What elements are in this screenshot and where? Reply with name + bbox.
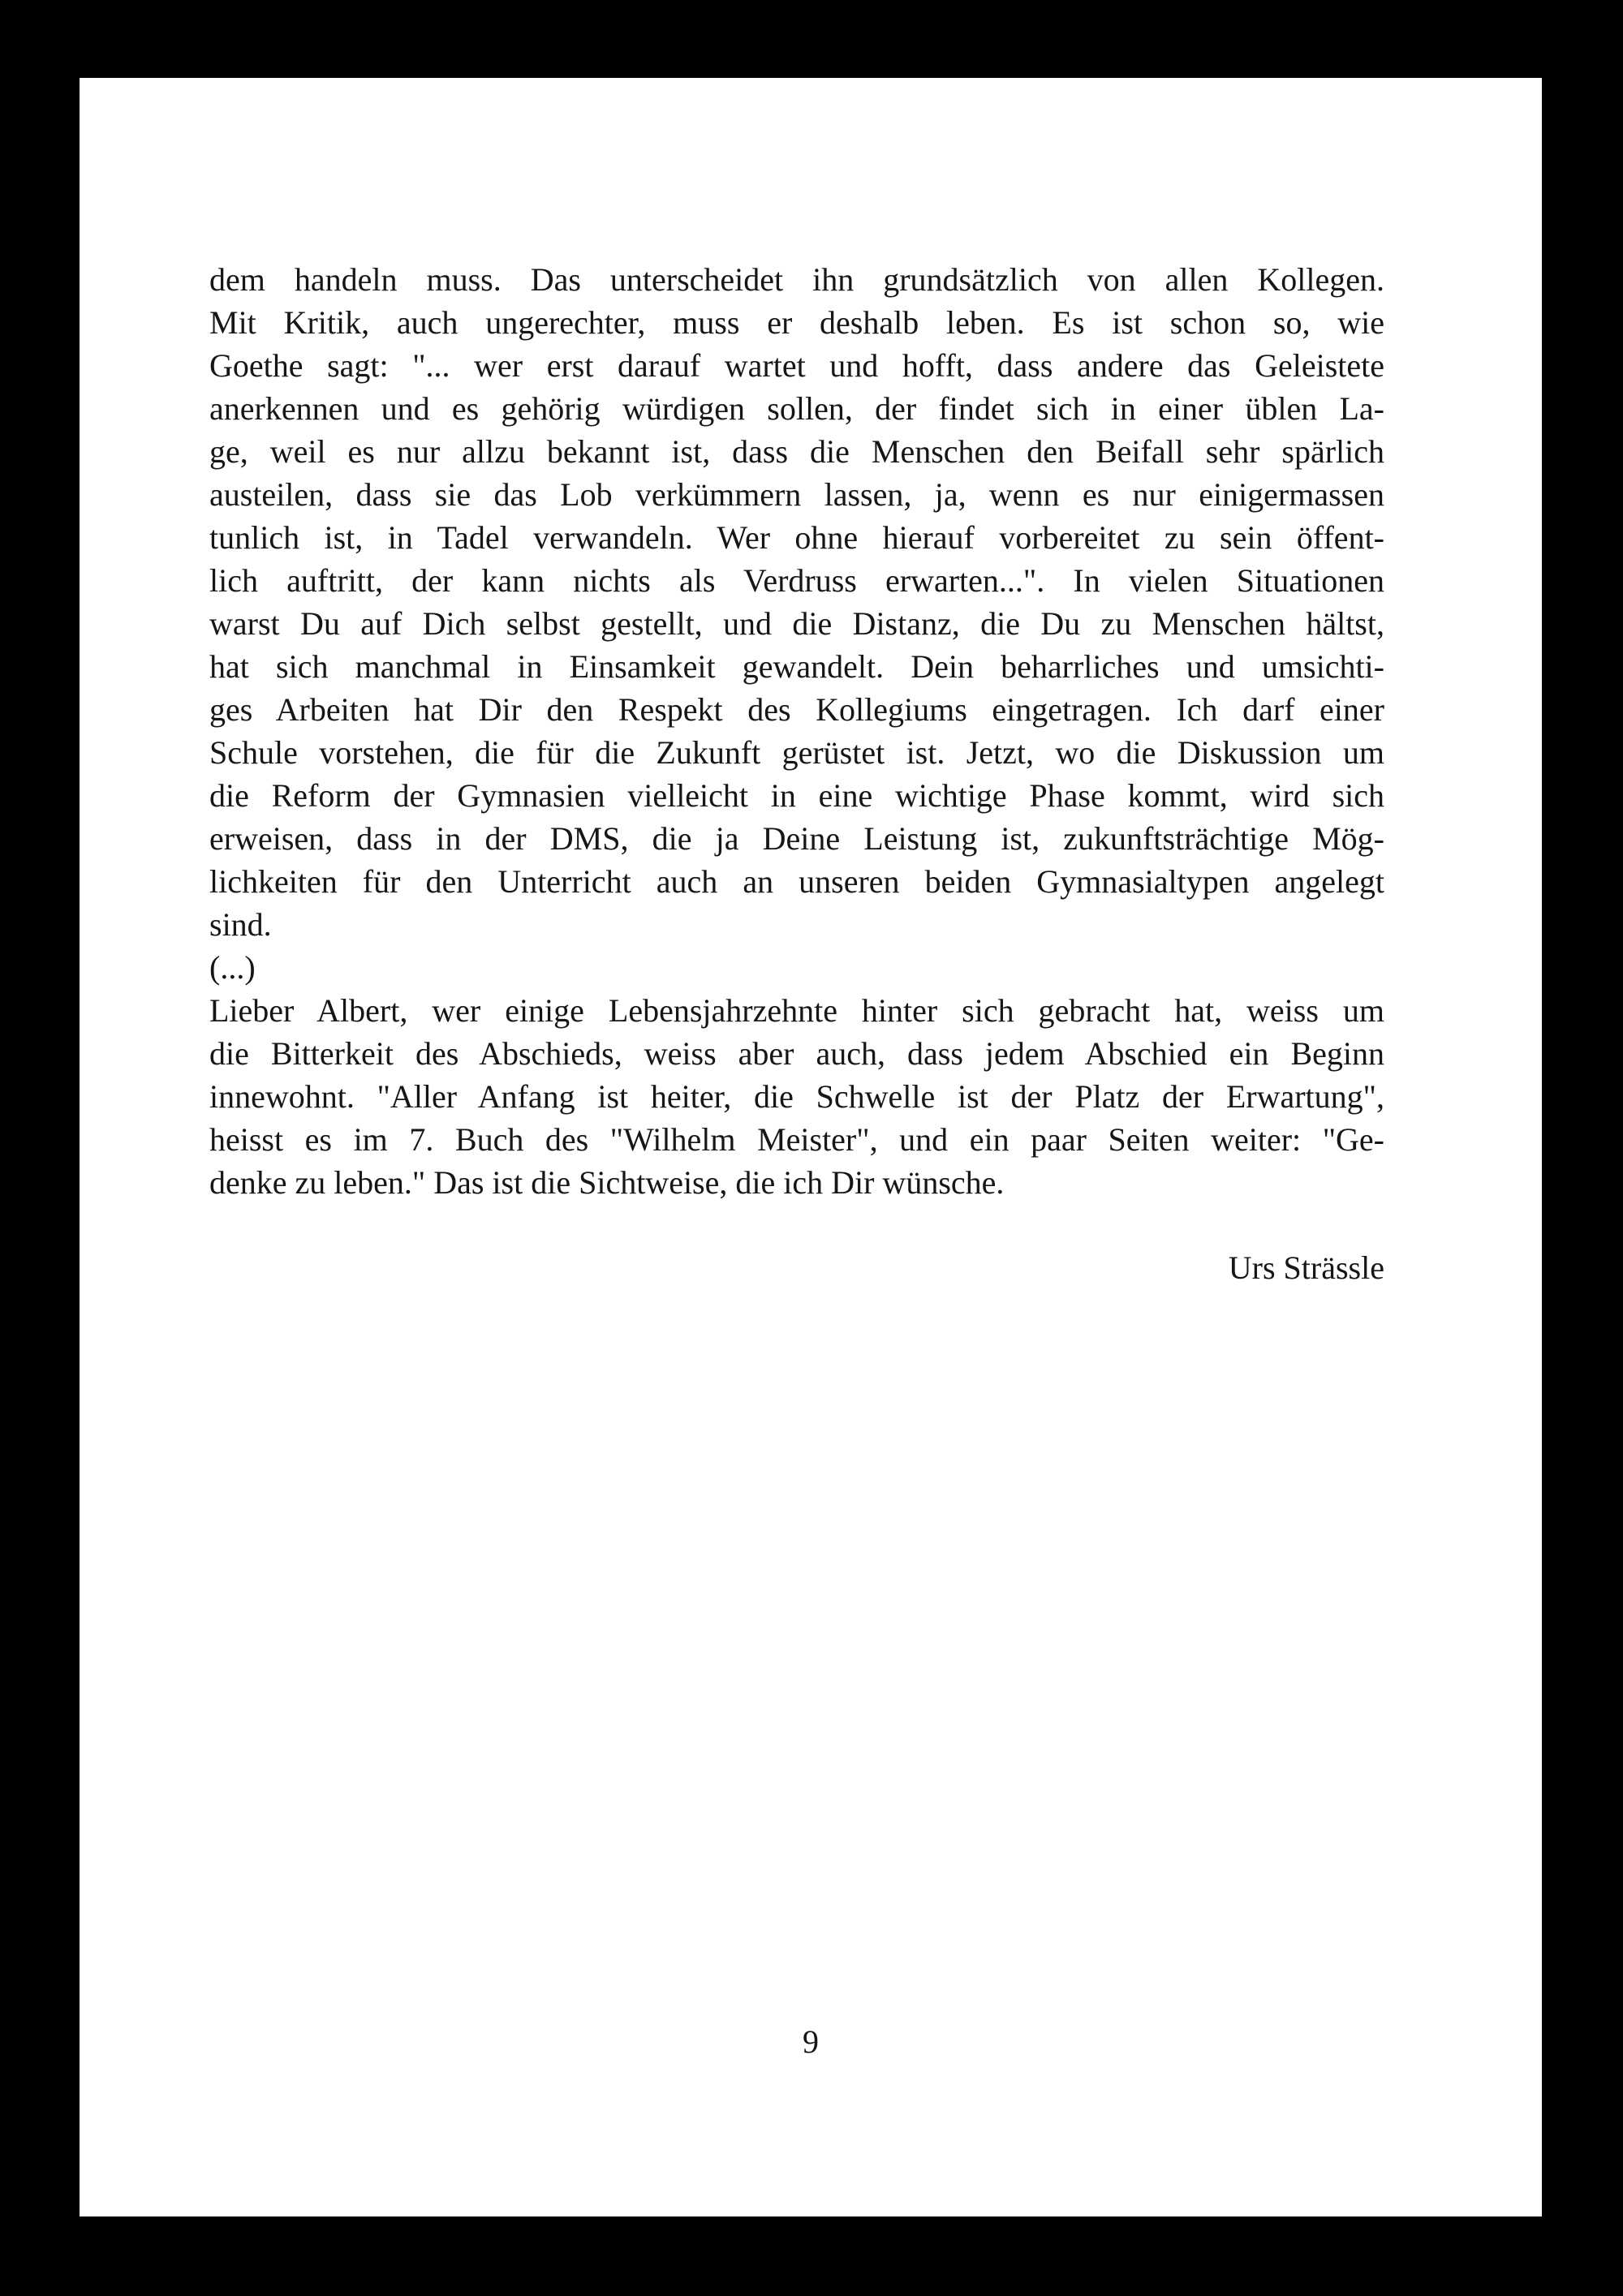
text-line: hat sich manchmal in Einsamkeit gewandelt. Dein beharrliches und umsichti- <box>209 648 1384 685</box>
text-line: heisst es im 7. Buch des "Wilhelm Meister", und ein paar Seiten weiter: "Ge- <box>209 1121 1384 1158</box>
text-line: denke zu leben." Das ist die Sichtweise, die ich Dir wünsche. <box>209 1164 1005 1201</box>
text-line: tunlich ist, in Tadel verwandeln. Wer ohne hierauf vorbereitet zu sein öffent- <box>209 519 1384 556</box>
document-page <box>80 78 1542 2216</box>
text-line: lich auftritt, der kann nichts als Verdruss erwarten...". In vielen Situationen <box>209 562 1384 599</box>
text-line: Schule vorstehen, die für die Zukunft gerüstet ist. Jetzt, wo die Diskussion um <box>209 734 1384 771</box>
ellipsis-line: (...) <box>209 949 256 986</box>
text-line: Mit Kritik, auch ungerechter, muss er deshalb leben. Es ist schon so, wie <box>209 304 1384 341</box>
text-line: ge, weil es nur allzu bekannt ist, dass die Menschen den Beifall sehr spärlich <box>209 433 1384 470</box>
body-text <box>209 258 1384 1204</box>
text-line: die Reform der Gymnasien vielleicht in eine wichtige Phase kommt, wird sich <box>209 777 1384 814</box>
text-line: innewohnt. "Aller Anfang ist heiter, die Schwelle ist der Platz der Erwartung", <box>209 1078 1384 1115</box>
text-line: lichkeiten für den Unterricht auch an unseren beiden Gymnasialtypen angelegt <box>209 863 1384 900</box>
text-line: die Bitterkeit des Abschieds, weiss aber auch, dass jedem Abschied ein Beginn <box>209 1035 1384 1072</box>
text-line: anerkennen und es gehörig würdigen sollen, der findet sich in einer üblen La- <box>209 390 1384 427</box>
text-line: warst Du auf Dich selbst gestellt, und die Distanz, die Du zu Menschen hältst, <box>209 605 1384 642</box>
text-line: Lieber Albert, wer einige Lebensjahrzehnte hinter sich gebracht hat, weiss um <box>209 992 1384 1029</box>
text-line: dem handeln muss. Das unterscheidet ihn grundsätzlich von allen Kollegen. <box>209 261 1384 298</box>
text-line: erweisen, dass in der DMS, die ja Deine Leistung ist, zukunftsträchtige Mög- <box>209 820 1384 857</box>
page-number: 9 <box>803 2023 819 2060</box>
text-line: ges Arbeiten hat Dir den Respekt des Kollegiums eingetragen. Ich darf einer <box>209 691 1384 728</box>
text-line: austeilen, dass sie das Lob verkümmern lassen, ja, wenn es nur einigermassen <box>209 476 1384 513</box>
author-signature: Urs Strässle <box>1228 1249 1384 1286</box>
text-line: Goethe sagt: "... wer erst darauf wartet und hofft, dass andere das Geleistete <box>209 347 1384 384</box>
text-line: sind. <box>209 906 272 943</box>
